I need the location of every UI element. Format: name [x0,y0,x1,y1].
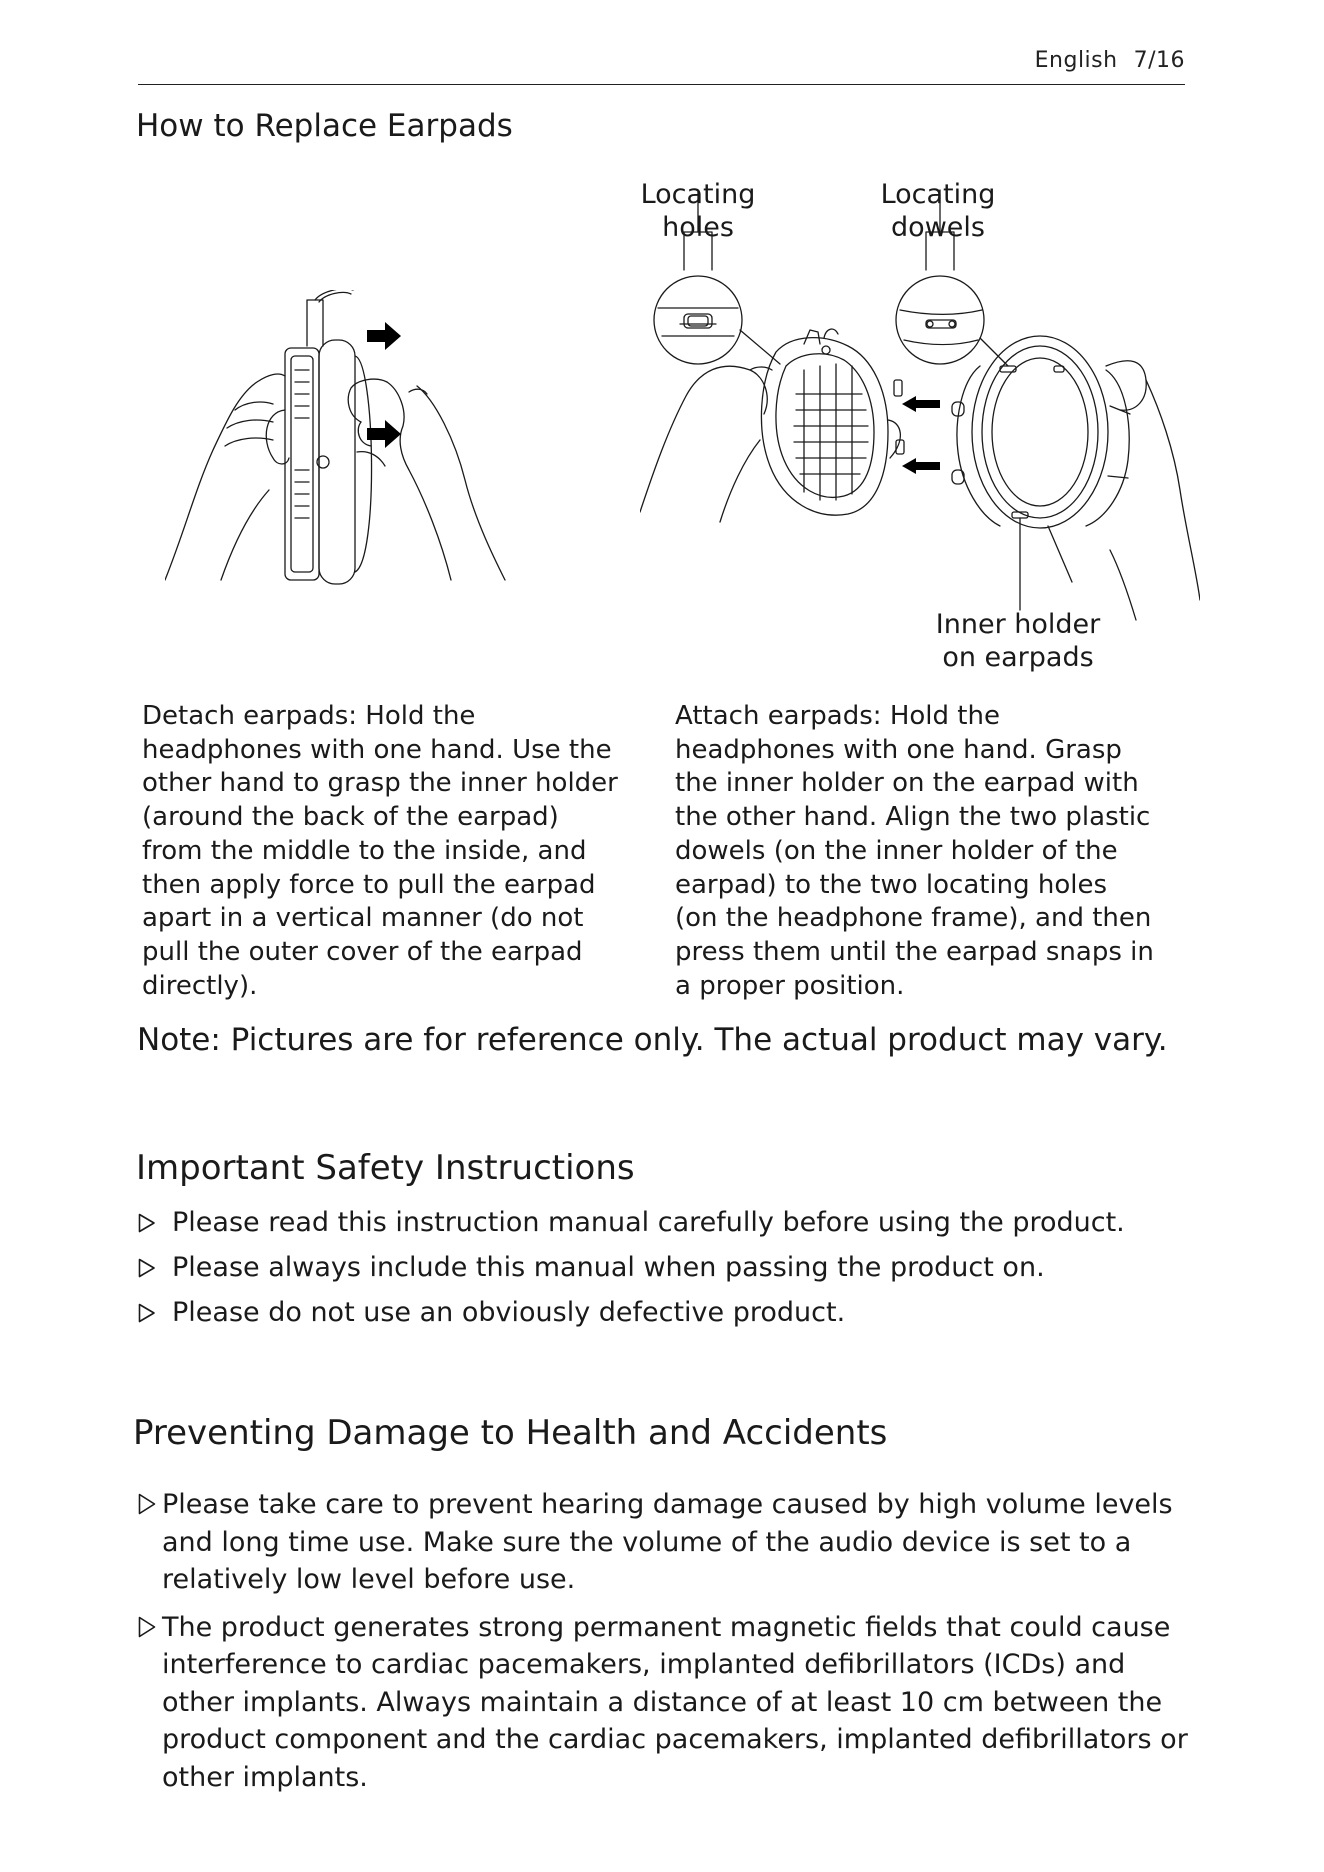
language-label: English [1034,48,1118,73]
locating-holes-detail-circle [654,276,742,364]
locating-dowels-label: Locating dowels [880,179,996,243]
replace-earpads-title: How to Replace Earpads [136,108,513,144]
triangle-bullet-icon [138,1616,156,1638]
detach-earpads-illustration [165,290,555,610]
list-item: Please always include this manual when passing the product on. [138,1251,1178,1296]
attach-earpads-illustration [640,170,1200,670]
page-number: 7/16 [1133,48,1185,73]
page-header [138,48,1185,86]
attach-instructions: Attach earpads: Hold the headphones with one hand. Grasp the inner holder on the earpad with the other hand. Align the two plastic dowels (on the inner holder of the earpad) to the two locating holes (on the headphone frame), and then press them until the earpad snaps in a proper position. [675,701,1154,1001]
reference-note: Note: Pictures are for reference only. The actual product may vary. [137,1022,1168,1058]
triangle-bullet-icon [138,1258,156,1278]
header-divider [138,84,1185,85]
triangle-bullet-icon [138,1213,156,1233]
detach-instructions: Detach earpads: Hold the headphones with one hand. Use the other hand to grasp the inner holder (around the back of the earpad) from the middle to the inside, and then apply force to pull the earpad apart in a vertical manner (do not pull the outer cover of the earpad directly). [142,701,618,1001]
list-item: Please do not use an obviously defective product. [138,1296,1178,1341]
triangle-bullet-icon [138,1303,156,1323]
triangle-bullet-icon [138,1493,156,1515]
header-text [1035,48,1185,73]
list-item: Please read this instruction manual carefully before using the product. [138,1206,1178,1251]
safety-instructions-list [138,1206,1178,1341]
list-item: The product generates strong permanent magnetic fields that could cause interference to cardiac pacemakers, implanted defibrillators (ICDs) and other implants. Always maintain a distance of at least 10 cm between the product component and the cardiac pacemakers, implanted defibrillators or other implants. [138,1609,1198,1797]
health-accidents-title: Preventing Damage to Health and Accidents [133,1413,888,1453]
list-item: Please take care to prevent hearing damage caused by high volume levels and long time use. Make sure the volume of the audio device is set to a relatively low level before use. [138,1486,1198,1599]
safety-instructions-title: Important Safety Instructions [136,1148,635,1188]
health-accidents-list [138,1486,1198,1806]
inner-holder-label: Inner holder on earpads [935,609,1101,673]
locating-holes-label: Locating holes [640,179,756,243]
